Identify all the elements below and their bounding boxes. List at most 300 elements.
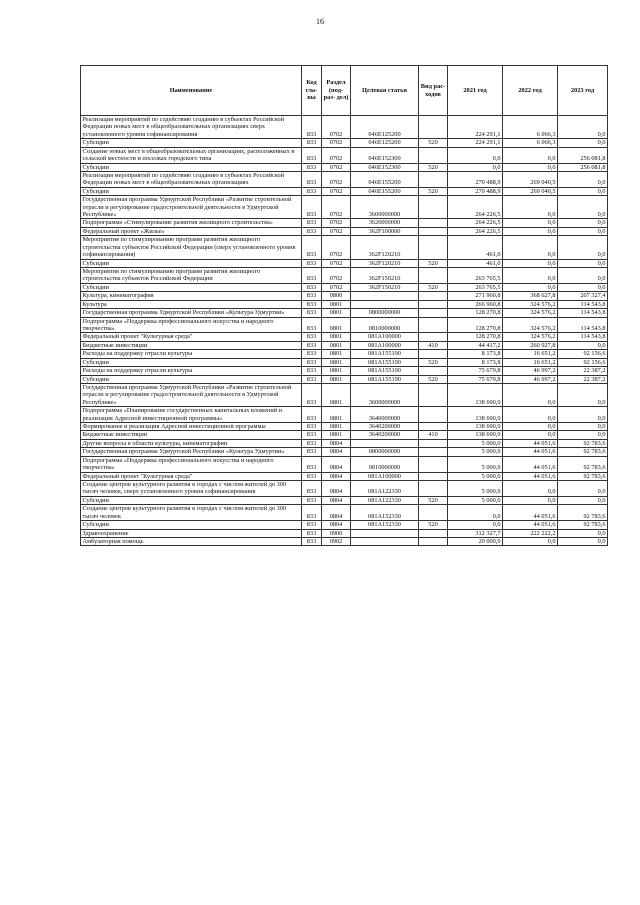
cell-type — [419, 505, 448, 521]
cell-2021: 0,0 — [448, 521, 503, 529]
cell-type: 520 — [419, 259, 448, 267]
cell-2023: 256 081,8 — [558, 163, 608, 171]
header-target: Целевая статья — [351, 66, 419, 116]
cell-section: 0804 — [322, 472, 351, 480]
cell-type — [419, 300, 448, 308]
cell-type — [419, 480, 448, 496]
table-row — [81, 163, 608, 171]
cell-2021: 263 765,5 — [448, 268, 503, 284]
cell-code: 833 — [302, 472, 322, 480]
cell-2021: 270 488,9 — [448, 171, 503, 187]
cell-name: Государственная программа Удмуртской Республики «Развитие строительной отрасли и регулирование градостроительной деятельности в Удмуртской Республике» — [81, 383, 302, 406]
cell-type: 520 — [419, 187, 448, 195]
cell-code: 833 — [302, 147, 322, 163]
cell-2022: 368 627,8 — [503, 292, 558, 300]
cell-target: 3640000000 — [351, 407, 419, 423]
cell-code: 833 — [302, 163, 322, 171]
cell-2023: 0,0 — [558, 259, 608, 267]
cell-2021: 20 000,0 — [448, 537, 503, 545]
cell-target: 081A152330 — [351, 521, 419, 529]
cell-2022: 0,0 — [503, 196, 558, 219]
cell-name: Бюджетные инвестиции — [81, 431, 302, 439]
cell-code: 833 — [302, 139, 322, 147]
cell-2022: 324 576,2 — [503, 333, 558, 341]
cell-target — [351, 439, 419, 447]
cell-2021: 8 173,8 — [448, 358, 503, 366]
cell-code: 833 — [302, 196, 322, 219]
cell-name: Здравоохранение — [81, 529, 302, 537]
cell-2021: 312 327,7 — [448, 529, 503, 537]
cell-code: 833 — [302, 407, 322, 423]
cell-name: Мероприятия по стимулированию программ развития жилищного строительства субъектов Российской Федерации (сверх установленного уровня софинансирования) — [81, 236, 302, 259]
cell-target: 3640200000 — [351, 431, 419, 439]
cell-target: 081A152330 — [351, 505, 419, 521]
cell-target: 046E125200 — [351, 139, 419, 147]
cell-code: 833 — [302, 219, 322, 227]
cell-code: 833 — [302, 480, 322, 496]
cell-2021: 224 291,1 — [448, 116, 503, 139]
table-row — [81, 333, 608, 341]
table-row — [81, 439, 608, 447]
cell-name: Государственная программа Удмуртской Республики «Культура Удмуртии» — [81, 448, 302, 456]
cell-code: 833 — [302, 496, 322, 504]
cell-2022: 0,0 — [503, 480, 558, 496]
cell-name: Субсидии — [81, 259, 302, 267]
cell-type: 410 — [419, 341, 448, 349]
cell-name: Расходы на поддержку отрасли культуры — [81, 367, 302, 375]
table-body — [81, 116, 608, 546]
cell-2022: 0,0 — [503, 407, 558, 423]
cell-2021: 8 173,8 — [448, 350, 503, 358]
cell-target: 362F150210 — [351, 283, 419, 291]
cell-2023: 0,0 — [558, 268, 608, 284]
cell-section: 0800 — [322, 292, 351, 300]
cell-code: 833 — [302, 317, 322, 333]
cell-code: 833 — [302, 439, 322, 447]
cell-section: 0804 — [322, 456, 351, 472]
cell-name: Субсидии — [81, 283, 302, 291]
cell-2022: 269 040,5 — [503, 187, 558, 195]
table-row — [81, 236, 608, 259]
table-row — [81, 431, 608, 439]
cell-2022: 0,0 — [503, 147, 558, 163]
cell-2022: 0,0 — [503, 537, 558, 545]
cell-name: Расходы на поддержку отрасли культуры — [81, 350, 302, 358]
cell-name: Бюджетные инвестиции — [81, 341, 302, 349]
cell-2023: 0,0 — [558, 196, 608, 219]
cell-2021: 5 000,0 — [448, 456, 503, 472]
cell-code: 833 — [302, 521, 322, 529]
cell-target: 362F120210 — [351, 259, 419, 267]
cell-type: 520 — [419, 358, 448, 366]
cell-type — [419, 309, 448, 317]
cell-type — [419, 448, 448, 456]
cell-2023: 92 783,6 — [558, 448, 608, 456]
table-row — [81, 300, 608, 308]
cell-2021: 461,0 — [448, 236, 503, 259]
cell-target: 081A155190 — [351, 358, 419, 366]
cell-2022: 0,0 — [503, 423, 558, 431]
cell-2023: 92 783,6 — [558, 472, 608, 480]
cell-2023: 0,0 — [558, 480, 608, 496]
cell-2023: 0,0 — [558, 171, 608, 187]
table-row — [81, 309, 608, 317]
cell-section: 0702 — [322, 227, 351, 235]
cell-code: 833 — [302, 283, 322, 291]
cell-section: 0801 — [322, 341, 351, 349]
cell-2022: 16 651,2 — [503, 350, 558, 358]
cell-section: 0804 — [322, 448, 351, 456]
cell-2023: 114 543,8 — [558, 309, 608, 317]
table-row — [81, 292, 608, 300]
cell-type: 520 — [419, 163, 448, 171]
table-row — [81, 259, 608, 267]
cell-target: 3620000000 — [351, 219, 419, 227]
cell-2021: 5 000,0 — [448, 439, 503, 447]
cell-2021: 138 690,0 — [448, 383, 503, 406]
cell-type — [419, 227, 448, 235]
cell-section: 0801 — [322, 317, 351, 333]
cell-section: 0801 — [322, 375, 351, 383]
table-row — [81, 350, 608, 358]
cell-code: 833 — [302, 236, 322, 259]
table-row — [81, 358, 608, 366]
cell-2023: 0,0 — [558, 407, 608, 423]
cell-2022: 0,0 — [503, 163, 558, 171]
cell-target — [351, 300, 419, 308]
cell-2023: 0,0 — [558, 496, 608, 504]
cell-section: 0702 — [322, 259, 351, 267]
cell-name: Формирование и реализация Адресной инвестиционной программы — [81, 423, 302, 431]
cell-2021: 5 000,0 — [448, 496, 503, 504]
cell-target: 081A155190 — [351, 350, 419, 358]
cell-code: 833 — [302, 383, 322, 406]
cell-2022: 0,0 — [503, 383, 558, 406]
cell-2021: 138 690,0 — [448, 431, 503, 439]
table-row — [81, 407, 608, 423]
cell-target — [351, 292, 419, 300]
cell-type — [419, 367, 448, 375]
cell-type — [419, 472, 448, 480]
cell-2023: 0,0 — [558, 139, 608, 147]
cell-2022: 44 051,6 — [503, 521, 558, 529]
cell-section: 0702 — [322, 171, 351, 187]
cell-type: 520 — [419, 283, 448, 291]
cell-2022: 44 051,6 — [503, 505, 558, 521]
cell-section: 0801 — [322, 423, 351, 431]
cell-type — [419, 116, 448, 139]
table-row — [81, 139, 608, 147]
cell-target — [351, 537, 419, 545]
cell-target: 046E152300 — [351, 147, 419, 163]
cell-2021: 271 960,8 — [448, 292, 503, 300]
cell-2023: 0,0 — [558, 236, 608, 259]
cell-section: 0804 — [322, 496, 351, 504]
cell-type — [419, 219, 448, 227]
table-row — [81, 187, 608, 195]
cell-section: 0804 — [322, 521, 351, 529]
cell-type — [419, 439, 448, 447]
cell-code: 833 — [302, 537, 322, 545]
cell-name: Мероприятия по стимулированию программ развития жилищного строительства субъектов Российской Федерации — [81, 268, 302, 284]
cell-2021: 264 226,5 — [448, 196, 503, 219]
table-row — [81, 496, 608, 504]
cell-target: 0810000000 — [351, 317, 419, 333]
cell-2023: 0,0 — [558, 116, 608, 139]
cell-2022: 0,0 — [503, 283, 558, 291]
cell-name: Подпрограмма «Стимулирование развития жилищного строительства» — [81, 219, 302, 227]
cell-target: 081A100000 — [351, 472, 419, 480]
cell-code: 833 — [302, 529, 322, 537]
cell-2021: 75 679,8 — [448, 375, 503, 383]
cell-2021: 5 000,0 — [448, 472, 503, 480]
cell-target: 362F100000 — [351, 227, 419, 235]
cell-target: 046E152300 — [351, 163, 419, 171]
cell-target: 0800000000 — [351, 309, 419, 317]
cell-2022: 260 927,8 — [503, 341, 558, 349]
cell-section: 0801 — [322, 350, 351, 358]
cell-type: 520 — [419, 139, 448, 147]
cell-target: 046E155200 — [351, 171, 419, 187]
cell-name: Создание центров культурного развития в городах с числом жителей до 300 тысяч человек — [81, 505, 302, 521]
cell-2023: 92 783,6 — [558, 505, 608, 521]
table-row — [81, 375, 608, 383]
cell-2022: 44 051,6 — [503, 439, 558, 447]
cell-2021: 44 417,2 — [448, 341, 503, 349]
cell-name: Федеральный проект "Культурная среда" — [81, 472, 302, 480]
cell-type — [419, 292, 448, 300]
cell-code: 833 — [302, 116, 322, 139]
cell-target: 081A100000 — [351, 341, 419, 349]
cell-section: 0804 — [322, 480, 351, 496]
cell-code: 833 — [302, 367, 322, 375]
cell-2021: 5 000,0 — [448, 448, 503, 456]
cell-type — [419, 171, 448, 187]
cell-2021: 128 270,8 — [448, 309, 503, 317]
cell-target: 081A155190 — [351, 367, 419, 375]
cell-code: 833 — [302, 505, 322, 521]
table-row — [81, 456, 608, 472]
cell-2022: 46 997,2 — [503, 375, 558, 383]
cell-2022: 324 576,2 — [503, 300, 558, 308]
cell-type — [419, 268, 448, 284]
cell-2022: 269 040,5 — [503, 171, 558, 187]
cell-type — [419, 196, 448, 219]
cell-2023: 92 156,6 — [558, 350, 608, 358]
cell-section: 0804 — [322, 439, 351, 447]
cell-2021: 263 765,5 — [448, 283, 503, 291]
table-row — [81, 116, 608, 139]
cell-2023: 0,0 — [558, 187, 608, 195]
table-row — [81, 196, 608, 219]
cell-2023: 114 543,8 — [558, 333, 608, 341]
table-row — [81, 147, 608, 163]
table-row — [81, 227, 608, 235]
cell-target: 046E125200 — [351, 116, 419, 139]
cell-2021: 264 226,5 — [448, 227, 503, 235]
cell-2023: 207 327,4 — [558, 292, 608, 300]
cell-2023: 22 387,2 — [558, 375, 608, 383]
table-row — [81, 268, 608, 284]
cell-2023: 22 387,2 — [558, 367, 608, 375]
cell-2022: 44 051,6 — [503, 448, 558, 456]
cell-2021: 138 690,0 — [448, 423, 503, 431]
header-code: Код гла- вы — [302, 66, 322, 116]
cell-section: 0902 — [322, 537, 351, 545]
cell-name: Подпрограмма «Планирование государственных капитальных вложений и реализация Адресной инвестиционной программы» — [81, 407, 302, 423]
cell-code: 833 — [302, 300, 322, 308]
cell-2021: 0,0 — [448, 163, 503, 171]
cell-code: 833 — [302, 309, 322, 317]
cell-code: 833 — [302, 350, 322, 358]
cell-2023: 92 783,6 — [558, 521, 608, 529]
cell-section: 0702 — [322, 139, 351, 147]
cell-2021: 128 270,8 — [448, 317, 503, 333]
cell-type — [419, 407, 448, 423]
cell-type — [419, 383, 448, 406]
cell-code: 833 — [302, 227, 322, 235]
cell-type — [419, 147, 448, 163]
cell-2022: 0,0 — [503, 219, 558, 227]
cell-section: 0801 — [322, 300, 351, 308]
table-row — [81, 529, 608, 537]
cell-type — [419, 529, 448, 537]
cell-target — [351, 529, 419, 537]
cell-target: 081A155190 — [351, 375, 419, 383]
cell-2023: 0,0 — [558, 227, 608, 235]
cell-2022: 0,0 — [503, 227, 558, 235]
cell-name: Подпрограмма «Поддержка профессионального искусства и народного творчества» — [81, 456, 302, 472]
cell-section: 0801 — [322, 383, 351, 406]
cell-2023: 92 783,6 — [558, 456, 608, 472]
cell-section: 0702 — [322, 268, 351, 284]
cell-type: 520 — [419, 521, 448, 529]
cell-2023: 92 156,6 — [558, 358, 608, 366]
cell-name: Федеральный проект «Жилье» — [81, 227, 302, 235]
cell-2022: 6 066,3 — [503, 116, 558, 139]
cell-code: 833 — [302, 423, 322, 431]
cell-type: 520 — [419, 375, 448, 383]
cell-name: Субсидии — [81, 521, 302, 529]
cell-2023: 0,0 — [558, 529, 608, 537]
header-2021: 2021 год — [448, 66, 503, 116]
cell-code: 833 — [302, 375, 322, 383]
cell-2021: 128 270,8 — [448, 333, 503, 341]
cell-2021: 5 000,0 — [448, 480, 503, 496]
cell-2022: 44 051,6 — [503, 456, 558, 472]
cell-type — [419, 317, 448, 333]
table-row — [81, 505, 608, 521]
cell-section: 0801 — [322, 358, 351, 366]
table-row — [81, 537, 608, 545]
cell-section: 0801 — [322, 333, 351, 341]
cell-2023: 0,0 — [558, 537, 608, 545]
cell-type — [419, 423, 448, 431]
cell-2023: 0,0 — [558, 219, 608, 227]
header-name: Наименование — [81, 66, 302, 116]
cell-section: 0702 — [322, 116, 351, 139]
cell-target: 3600000000 — [351, 383, 419, 406]
cell-code: 833 — [302, 171, 322, 187]
cell-2022: 324 576,2 — [503, 309, 558, 317]
table-row — [81, 480, 608, 496]
cell-2021: 266 960,8 — [448, 300, 503, 308]
cell-section: 0801 — [322, 407, 351, 423]
cell-2023: 0,0 — [558, 383, 608, 406]
cell-section: 0801 — [322, 367, 351, 375]
cell-code: 833 — [302, 333, 322, 341]
cell-name: Государственная программа Удмуртской Республики «Развитие строительной отрасли и регулирование градостроительной деятельности в Удмуртской Республике» — [81, 196, 302, 219]
cell-name: Субсидии — [81, 139, 302, 147]
cell-name: Субсидии — [81, 187, 302, 195]
cell-section: 0900 — [322, 529, 351, 537]
cell-target: 362F120210 — [351, 236, 419, 259]
table-row — [81, 219, 608, 227]
cell-type: 520 — [419, 496, 448, 504]
cell-2021: 0,0 — [448, 505, 503, 521]
cell-2022: 0,0 — [503, 236, 558, 259]
cell-name: Государственная программа Удмуртской Республики «Культура Удмуртии» — [81, 309, 302, 317]
cell-2022: 0,0 — [503, 259, 558, 267]
cell-section: 0702 — [322, 163, 351, 171]
cell-2021: 0,0 — [448, 147, 503, 163]
cell-code: 833 — [302, 292, 322, 300]
table-row — [81, 448, 608, 456]
cell-2023: 114 543,8 — [558, 317, 608, 333]
cell-2023: 92 783,6 — [558, 439, 608, 447]
cell-name: Субсидии — [81, 358, 302, 366]
cell-section: 0702 — [322, 187, 351, 195]
cell-2022: 44 051,6 — [503, 472, 558, 480]
cell-target: 0800000000 — [351, 448, 419, 456]
cell-name: Создание центров культурного развития в городах с числом жителей до 300 тысяч человек, сверх установленного уровня софинансирования — [81, 480, 302, 496]
table-row — [81, 341, 608, 349]
cell-code: 833 — [302, 268, 322, 284]
cell-code: 833 — [302, 431, 322, 439]
cell-name: Подпрограмма «Поддержка профессионального искусства и народного творчества» — [81, 317, 302, 333]
table-row — [81, 283, 608, 291]
cell-name: Создание новых мест в общеобразовательных организациях, расположенных в сельской местности и поселках городского типа — [81, 147, 302, 163]
header-type: Вид рас- ходов — [419, 66, 448, 116]
cell-section: 0702 — [322, 147, 351, 163]
cell-2022: 0,0 — [503, 431, 558, 439]
table-row — [81, 521, 608, 529]
cell-code: 833 — [302, 341, 322, 349]
cell-2023: 114 543,8 — [558, 300, 608, 308]
cell-code: 833 — [302, 358, 322, 366]
cell-code: 833 — [302, 448, 322, 456]
cell-section: 0801 — [322, 309, 351, 317]
cell-target: 046E155200 — [351, 187, 419, 195]
cell-name: Федеральный проект "Культурная среда" — [81, 333, 302, 341]
cell-2021: 138 690,0 — [448, 407, 503, 423]
cell-type — [419, 333, 448, 341]
cell-2022: 222 222,2 — [503, 529, 558, 537]
header-row — [81, 66, 608, 116]
table-row — [81, 367, 608, 375]
cell-target: 3600000000 — [351, 196, 419, 219]
cell-name: Субсидии — [81, 496, 302, 504]
cell-type — [419, 350, 448, 358]
cell-2023: 0,0 — [558, 283, 608, 291]
cell-2021: 224 291,1 — [448, 139, 503, 147]
cell-type — [419, 537, 448, 545]
cell-code: 833 — [302, 187, 322, 195]
cell-section: 0702 — [322, 236, 351, 259]
cell-section: 0801 — [322, 431, 351, 439]
cell-section: 0702 — [322, 219, 351, 227]
cell-code: 833 — [302, 456, 322, 472]
